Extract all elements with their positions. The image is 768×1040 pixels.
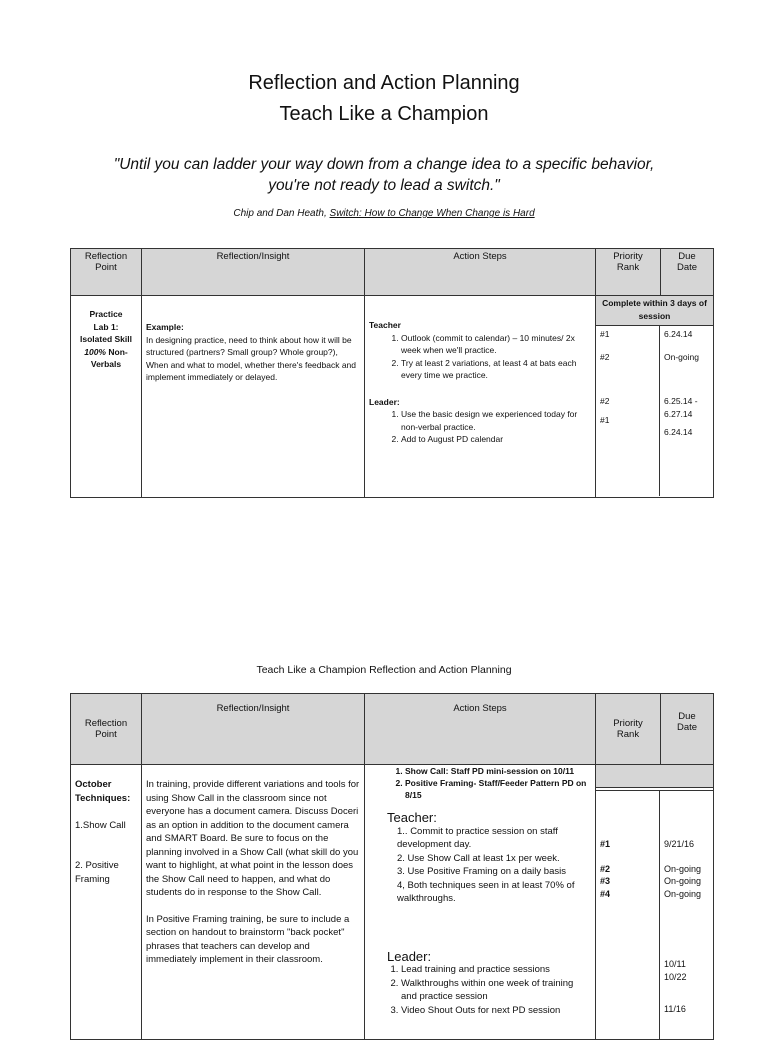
priority-due-cell bbox=[596, 765, 714, 1040]
leader-step: 2. Add to August PD calendar bbox=[401, 433, 591, 446]
teacher-label: Teacher: bbox=[387, 810, 437, 825]
quote-line-1: "Until you can ladder your way down from a change idea to a specific behavior, bbox=[113, 156, 655, 173]
priority-rank: #1 bbox=[600, 839, 611, 849]
due-date: 10/11 bbox=[664, 959, 686, 969]
reflection-point-cell: Practice Lab 1: Isolated Skill 100% Non- Verbals bbox=[71, 296, 142, 498]
header-due-date: Due Date bbox=[661, 694, 714, 765]
due-date: 9/21/16 bbox=[664, 839, 695, 849]
insight-paragraph: In Positive Framing training, be sure to include a section on handout to brainstorm "back pocket" phrases that teachers can develop and immediately implement in their classroom. bbox=[146, 913, 350, 965]
action-steps-cell bbox=[365, 765, 596, 1040]
due-date: On-going bbox=[664, 888, 702, 899]
due-date: On-going bbox=[664, 876, 702, 886]
leader-step: 3. Video Shout Outs for next PD session bbox=[401, 1004, 591, 1018]
section-title: Teach Like a Champion Reflection and Action Planning bbox=[256, 664, 512, 676]
priority-rank: #4 bbox=[600, 888, 611, 899]
document-subtitle: Teach Like a Champion bbox=[279, 103, 489, 125]
teacher-label: Teacher bbox=[369, 320, 401, 330]
leader-step: 1. Lead training and practice sessions bbox=[401, 963, 591, 977]
reflection-table-1 bbox=[70, 248, 714, 498]
priority-rank: #1 bbox=[600, 414, 610, 425]
due-date: On-going bbox=[664, 863, 702, 874]
priority-rank: #2 bbox=[600, 863, 611, 874]
header-reflection-point: Reflection Point bbox=[71, 249, 142, 296]
action-steps-cell bbox=[365, 296, 596, 498]
teacher-step: 4, Both techniques seen in at least 70% of walkthroughs. bbox=[397, 879, 575, 904]
shaded-band bbox=[596, 765, 713, 788]
quote-line-2: you're not ready to lead a switch." bbox=[268, 177, 500, 194]
leader-label: Leader: bbox=[369, 396, 400, 407]
due-date: 6.25.14 - bbox=[664, 396, 698, 406]
teacher-step: 3. Use Positive Framing on a daily basis bbox=[397, 866, 566, 877]
reflection-table-2 bbox=[70, 693, 714, 1040]
due-date: 6.24.14 bbox=[664, 427, 693, 437]
reflection-point-cell: October Techniques: 1.Show Call 2. Positive Framing bbox=[71, 765, 142, 1040]
insight-text: In designing practice, need to think about how it will be structured (partners? Small group? Whole group?), When and what to model, whether there's feedback and implement immediately or delayed. bbox=[146, 334, 357, 382]
insight-example-label: Example: bbox=[146, 322, 184, 332]
teacher-step: 1. Outlook (commit to calendar) – 10 minutes/ 2x week when we'll practice. bbox=[401, 332, 591, 357]
priority-rank: #1 bbox=[600, 329, 610, 339]
attribution-book: Switch: How to Change When Change is Hard bbox=[329, 208, 535, 219]
header-due-date: Due Date bbox=[661, 249, 714, 296]
teacher-step: 1.. Commit to practice session on staff development day. bbox=[397, 825, 558, 850]
priority-rank: #2 bbox=[600, 396, 610, 406]
teacher-step: 2. Use Show Call at least 1x per week. bbox=[397, 852, 560, 864]
document-title: Reflection and Action Planning bbox=[248, 72, 520, 94]
due-date: 6.27.14 bbox=[664, 408, 693, 419]
reflection-insight-cell bbox=[142, 296, 365, 498]
header-action-steps: Action Steps bbox=[365, 694, 596, 765]
due-date: On-going bbox=[664, 351, 699, 362]
leader-step: 1. Use the basic design we experienced today for non-verbal practice. bbox=[401, 408, 591, 433]
leader-step: 2. Walkthroughs within one week of training and practice session bbox=[401, 977, 591, 1004]
due-date: 11/16 bbox=[664, 1004, 686, 1014]
top-step: 1. Show Call: Staff PD mini-session on 10/11 bbox=[405, 765, 591, 777]
reflection-insight-cell bbox=[142, 765, 365, 1040]
teacher-step: 2. Try at least 2 variations, at least 4 at bats each every time we practice. bbox=[401, 357, 591, 382]
header-reflection-insight: Reflection/Insight bbox=[142, 694, 365, 765]
header-priority-rank: Priority Rank bbox=[596, 249, 661, 296]
priority-due-cell bbox=[596, 296, 714, 498]
header-reflection-insight: Reflection/Insight bbox=[142, 249, 365, 296]
due-date: 6.24.14 bbox=[664, 329, 693, 339]
priority-rank: #2 bbox=[600, 351, 610, 362]
header-action-steps: Action Steps bbox=[365, 249, 596, 296]
header-reflection-point: Reflection Point bbox=[71, 694, 142, 765]
leader-label: Leader: bbox=[387, 948, 432, 964]
quote-attribution bbox=[0, 208, 768, 219]
header-priority-rank: Priority Rank bbox=[596, 694, 661, 765]
complete-note: Complete within 3 days of session bbox=[596, 296, 713, 326]
insight-paragraph: In training, provide different variations and tools for using Show Call in the classroom since not everyone has a document camera. Discuss Doceri as an option in addition to the document camera and SMART Board. Be sure to focus on the planning involved in a Show Call (what skill do you want to highlight, at what point in the lesson does the Show Call need to happen, and what do students do in response to the Show Call. bbox=[146, 779, 360, 898]
due-date: 10/22 bbox=[664, 971, 687, 982]
top-step: 2. Positive Framing- Staff/Feeder Pattern PD on 8/15 bbox=[405, 777, 591, 801]
priority-rank: #3 bbox=[600, 876, 611, 886]
attribution-authors: Chip and Dan Heath, bbox=[233, 208, 327, 219]
